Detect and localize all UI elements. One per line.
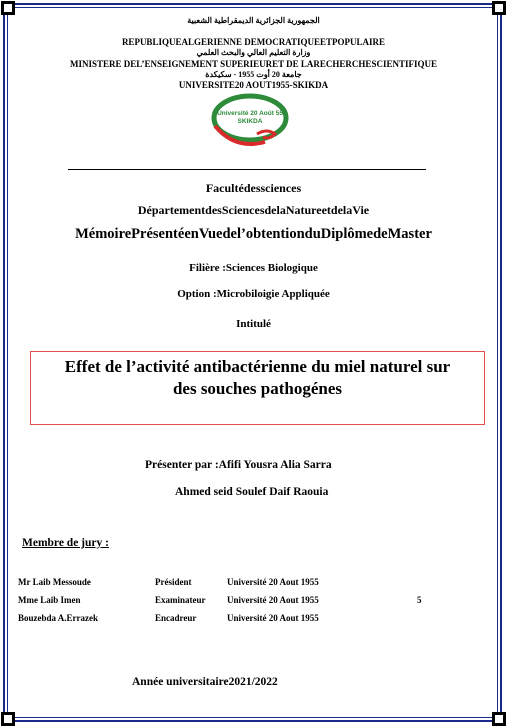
header-arabic-ministry: وزارة التعليم العالي والبحث العلمي <box>196 48 311 57</box>
university-logo <box>205 90 295 152</box>
thesis-title-line2: des souches pathogénes <box>172 379 343 398</box>
header-ministry: MINISTERE DEL’ENSEIGNEMENT SUPERIEURET DE LARECHERCHESCIENTIFIQUE <box>70 59 437 69</box>
logo-text-line1: Université 20 Août 55 <box>217 110 283 117</box>
header-university: UNIVERSITE20 AOUT1955-SKIKDA <box>178 80 329 90</box>
header-arabic-university: جامعة 20 أوت 1955 - سكيكدة <box>205 70 302 79</box>
jury-member-name: Bouzebda A.Errazek <box>18 613 98 623</box>
corner-ornament <box>492 1 506 15</box>
memoire-line: MémoirePrésentéenVuedel’obtentionduDiplômedeMaster <box>75 226 432 242</box>
jury-row <box>0 595 507 611</box>
presenters-line2: Ahmed seid Soulef Daif Raouia <box>175 486 329 498</box>
presenters-line1: Présenter par :Afifi Yousra Alia Sarra <box>145 459 332 471</box>
faculty-name: Facultédessciences <box>205 181 302 195</box>
thesis-title-box <box>30 351 485 425</box>
jury-row <box>0 613 507 629</box>
jury-member-university: Université 20 Aout 1955 <box>227 613 319 623</box>
jury-member-role: Président <box>155 577 192 587</box>
header-arabic-republic: الجمهورية الجزائرية الديمقراطية الشعبية <box>187 16 320 25</box>
jury-row <box>0 577 507 593</box>
jury-member-university: Université 20 Aout 1955 <box>227 595 319 605</box>
jury-member-role: Examinateur <box>155 595 206 605</box>
department-name: DépartementdesSciencesdelaNatureetdelaVie <box>137 203 370 217</box>
divider <box>68 169 426 170</box>
option-line: Option :Microbiloigie Appliquée <box>177 288 330 300</box>
jury-title: Membre de jury : <box>22 537 109 549</box>
logo-text-line2: SKIKDA <box>237 118 263 125</box>
intitule-label: Intitulé <box>236 318 271 330</box>
jury-member-role: Encadreur <box>155 613 197 623</box>
corner-ornament <box>492 712 506 726</box>
corner-ornament <box>1 712 15 726</box>
jury-member-university: Université 20 Aout 1955 <box>227 577 319 587</box>
academic-year: Année universitaire2021/2022 <box>132 676 278 688</box>
header-republic: REPUBLIQUEALGERIENNE DEMOCRATIQUEETPOPULAIRE <box>121 37 386 47</box>
jury-member-name: Mr Laib Messoude <box>18 577 91 587</box>
jury-member-extra: 5 <box>417 595 422 605</box>
thesis-title-line1: Effet de l’activité antibactérienne du miel naturel sur <box>64 357 451 376</box>
filiere-line: Filière :Sciences Biologique <box>189 262 318 274</box>
corner-ornament <box>1 1 15 15</box>
jury-member-name: Mme Laib Imen <box>18 595 81 605</box>
